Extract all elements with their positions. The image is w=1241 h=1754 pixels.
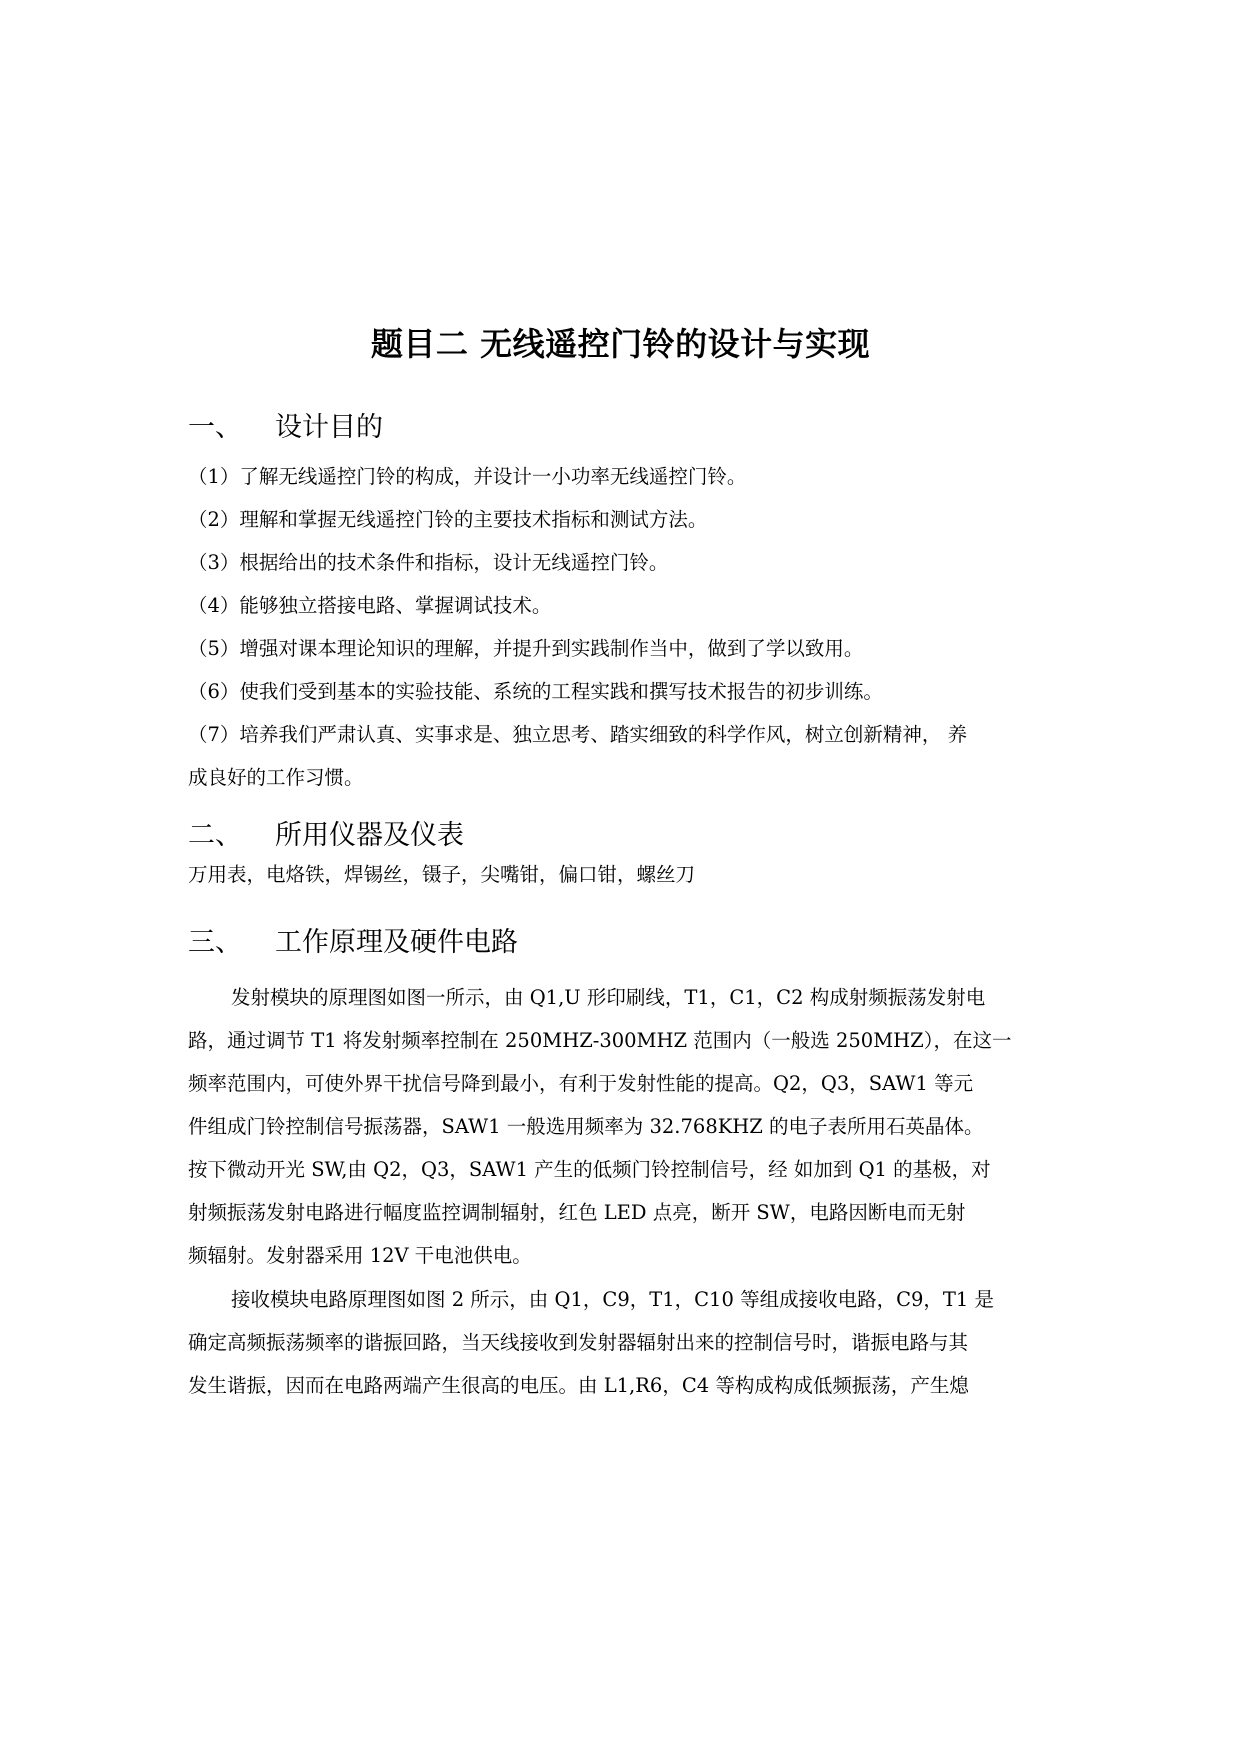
section-title: 设计目的 — [275, 412, 383, 443]
document-title: 题目二 无线遥控门铃的设计与实现 — [370, 325, 871, 363]
purpose-item-3: （3）根据给出的技术条件和指标，设计无线遥控门铃。 — [188, 551, 669, 574]
purpose-item-4: （4）能够独立搭接电路、掌握调试技术。 — [188, 594, 552, 617]
section-heading-purpose — [188, 410, 383, 446]
paragraph2-line-1: 接收模块电路原理图如图 2 所示，由 Q1，C9，T1，C10 等组成接收电路，C9，T1 是 — [231, 1288, 995, 1311]
paragraph1-line-4: 件组成门铃控制信号振荡器，SAW1 一般选用频率为 32.768KHZ 的电子表所用石英晶体。 — [188, 1115, 984, 1138]
paragraph1-line-6: 射频振荡发射电路进行幅度监控调制辐射，红色 LED 点亮，断开 SW，电路因断电而无射 — [188, 1201, 966, 1224]
section-number: 二、 — [188, 820, 242, 851]
section-heading-instruments — [188, 818, 464, 854]
section-title: 工作原理及硬件电路 — [275, 927, 518, 958]
purpose-item-7: （7）培养我们严肃认真、实事求是、独立思考、踏实细致的科学作风，树立创新精神， 养 — [188, 723, 968, 746]
paragraph1-line-5: 按下微动开光 SW,由 Q2，Q3，SAW1 产生的低频门铃控制信号，经 如加到 Q1 的基极，对 — [188, 1158, 991, 1181]
section-number: 一、 — [188, 412, 242, 443]
section-title: 所用仪器及仪表 — [275, 820, 464, 851]
paragraph1-line-3: 频率范围内，可使外界干扰信号降到最小，有利于发射性能的提高。Q2，Q3，SAW1 等元 — [188, 1072, 974, 1095]
purpose-item-5: （5）增强对课本理论知识的理解，并提升到实践制作当中，做到了学以致用。 — [188, 637, 864, 660]
paragraph2-line-3: 发生谐振，因而在电路两端产生很高的电压。由 L1,R6，C4 等构成构成低频振荡，产生熄 — [188, 1374, 969, 1397]
paragraph1-line-7: 频辐射。发射器采用 12V 干电池供电。 — [188, 1244, 532, 1267]
instruments-list: 万用表，电烙铁，焊锡丝，镊子，尖嘴钳，偏口钳，螺丝刀 — [188, 863, 696, 886]
paragraph2-line-2: 确定高频振荡频率的谐振回路，当天线接收到发射器辐射出来的控制信号时，谐振电路与其 — [188, 1331, 969, 1354]
section-heading-principle — [188, 925, 518, 961]
paragraph1-line-1: 发射模块的原理图如图一所示，由 Q1,U 形印刷线，T1，C1，C2 构成射频振荡发射电 — [231, 986, 986, 1009]
section-number: 三、 — [188, 927, 242, 958]
purpose-item-2: （2）理解和掌握无线遥控门铃的主要技术指标和测试方法。 — [188, 508, 708, 531]
paragraph1-line-2: 路，通过调节 T1 将发射频率控制在 250MHZ-300MHZ 范围内（一般选 250MHZ），在这一 — [188, 1029, 1012, 1052]
purpose-item-1: （1）了解无线遥控门铃的构成，并设计一小功率无线遥控门铃。 — [188, 465, 747, 488]
purpose-item-7-continued: 成良好的工作习惯。 — [188, 766, 364, 789]
purpose-item-6: （6）使我们受到基本的实验技能、系统的工程实践和撰写技术报告的初步训练。 — [188, 680, 883, 703]
